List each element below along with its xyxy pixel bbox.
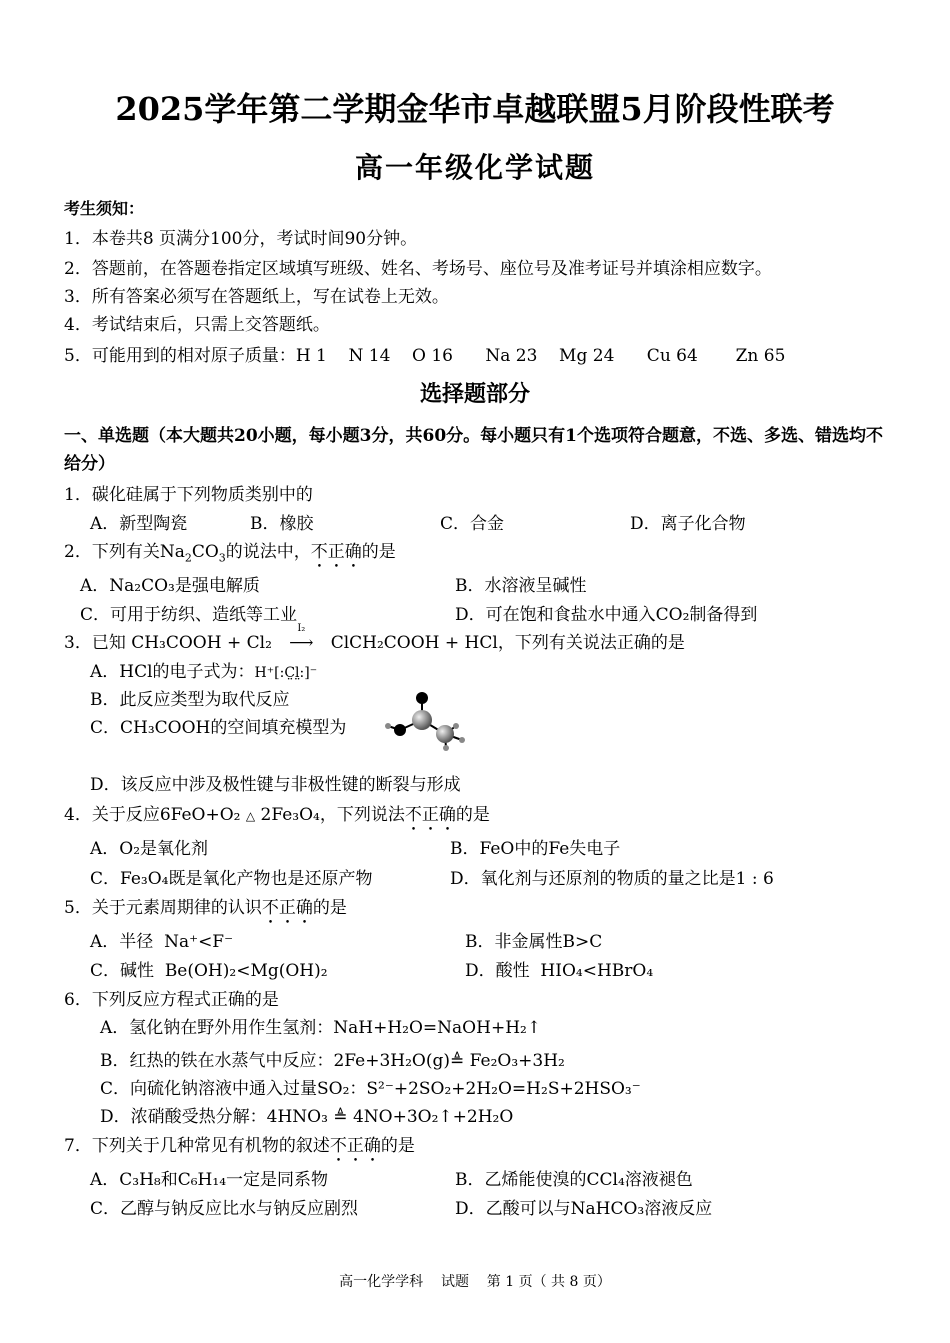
notice-item: 4．考试结束后，只需上交答题纸。 [64, 315, 330, 335]
option-c: C．向硫化钠溶液中通入过量SO₂：S²⁻+2SO₂+2H₂O=H₂S+2HSO₃⁻ [100, 1079, 641, 1099]
option-b: B．水溶液呈碱性 [455, 576, 587, 596]
option-c: C．碱性 Be(OH)₂<Mg(OH)₂ [90, 961, 328, 981]
question-stem: 3．已知 CH₃COOH + Cl₂ I₂ ⟶ ClCH₂COOH + HCl，下列有关说法正确的是 [64, 623, 685, 653]
option-c: C．可用于纺织、造纸等工业 [80, 605, 298, 625]
option-d: D．该反应中涉及极性键与非极性键的断裂与形成 [90, 775, 461, 795]
reaction-arrow: I₂ ⟶ [289, 623, 314, 653]
option-d: D．可在饱和食盐水中通入CO₂制备得到 [455, 605, 758, 625]
question-stem: 2．下列有关$Na_2CO_3$的说法中，不正确的是 [64, 542, 396, 565]
page-footer: 高一化学学科 试题 第 1 页（ 共 8 页） [339, 1274, 611, 1290]
option-d: D．氧化剂与还原剂的物质的量之比是1 : 6 [450, 869, 774, 889]
option-d: D．浓硝酸受热分解：4HNO₃ ≜ 4NO+3O₂↑+2H₂O [100, 1107, 514, 1127]
option-c: C．合金 [440, 514, 505, 534]
exam-subtitle: 高一年级化学试题 [354, 151, 595, 184]
option-b: B．红热的铁在水蒸气中反应：2Fe+3H₂O(g)≜ Fe₂O₃+3H₂ [100, 1051, 565, 1071]
option-b: B．FeO中的Fe失电子 [450, 839, 621, 859]
part-heading: 一、单选题（本大题共20小题，每小题3分，共60分。每小题只有1个选项符合题意，不选、多选、错选均不给分） [64, 426, 883, 474]
electron-formula: H⁺[:C̤l̤:]⁻ [254, 665, 318, 681]
exam-title: 2025学年第二学期金华市卓越联盟5月阶段性联考 [115, 90, 835, 128]
option-a: A．氢化钠在野外用作生氢剂：NaH+H₂O=NaOH+H₂↑ [100, 1018, 542, 1038]
option-d: D．乙酸可以与NaHCO₃溶液反应 [455, 1199, 713, 1219]
notice-heading: 考生须知： [64, 199, 145, 218]
option-a: A．C₃H₈和C₆H₁₄一定是同系物 [90, 1170, 329, 1190]
question-stem: 5．关于元素周期律的认识不正确的是 [64, 898, 347, 918]
question-stem: 4．关于反应6FeO+O₂ △ 2Fe₃O₄，下列说法不正确的是 [64, 805, 490, 825]
option-b: B．乙烯能使溴的CCl₄溶液褪色 [455, 1170, 693, 1190]
option-a: A．HCl的电子式为：H⁺[:C̤l̤:]⁻ [90, 662, 318, 682]
option-a: A．新型陶瓷 [90, 514, 188, 534]
notice-item: 5．可能用到的相对原子质量：H 1 N 14 O 16 Na 23 Mg 24 Cu 64 Zn 65 [64, 346, 786, 366]
option-b: B．非金属性B>C [465, 932, 603, 952]
notice-item: 3．所有答案必须写在答题纸上，写在试卷上无效。 [64, 287, 449, 307]
option-a: A．半径 Na⁺<F⁻ [90, 932, 234, 952]
option-d: D．离子化合物 [630, 514, 746, 534]
emphasis-text: 不正确 [329, 1136, 381, 1156]
question-stem: 1．碳化硅属于下列物质类别中的 [64, 485, 313, 505]
emphasis-text: 不正确 [404, 805, 456, 825]
section-title: 选择题部分 [419, 381, 530, 407]
option-b: B．此反应类型为取代反应 [90, 690, 290, 710]
question-stem: 6．下列反应方程式正确的是 [64, 990, 279, 1010]
option-a: A．O₂是氧化剂 [90, 839, 209, 859]
option-c: C．CH₃COOH的空间填充模型为 [90, 718, 347, 738]
space-filling-model-image [380, 688, 475, 753]
notice-item: 1．本卷共8 页满分100分，考试时间90分钟。 [64, 229, 418, 249]
option-d: D．酸性 HIO₄<HBrO₄ [465, 961, 654, 981]
emphasis-text: 不正确 [310, 542, 362, 562]
option-c: C．Fe₃O₄既是氧化产物也是还原产物 [90, 869, 373, 889]
option-c: C．乙醇与钠反应比水与钠反应剧烈 [90, 1199, 359, 1219]
option-a: A．Na₂CO₃是强电解质 [80, 576, 260, 596]
notice-item: 2．答题前，在答题卷指定区域填写班级、姓名、考场号、座位号及准考证号并填涂相应数字。 [64, 259, 772, 279]
option-b: B．橡胶 [250, 514, 314, 534]
question-stem: 7．下列关于几种常见有机物的叙述不正确的是 [64, 1136, 415, 1156]
emphasis-text: 不正确 [261, 898, 313, 918]
